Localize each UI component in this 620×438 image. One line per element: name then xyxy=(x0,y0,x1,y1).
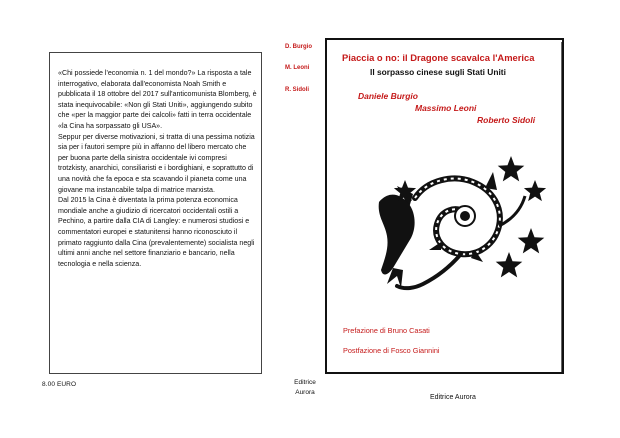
front-author-1: Daniele Burgio xyxy=(358,91,418,101)
back-cover-blurb xyxy=(58,68,258,269)
blurb-paragraph-2: Seppur per diverse motivazioni, si tratta di una pessima notizia sia per i fautori sempre più in affanno del libero mercato che per buona parte della sinistra occidentale ivi compresi trotzkisty, anarchici, consiliaristi e i bordighiani, e soprattutto di una novità che fa epoca e sta scavando il pianeta come una giovane ma instancabile talpa di matrice marxista. xyxy=(58,132,255,194)
star-icon xyxy=(496,252,523,277)
spine-author-2: M. Leoni xyxy=(285,65,310,71)
eagle-figure xyxy=(379,195,415,288)
star-icon xyxy=(498,156,525,181)
book-subtitle: Il sorpasso cinese sugli Stati Uniti xyxy=(370,67,506,77)
star-icon xyxy=(518,228,545,253)
postface-credit: Postfazione di Fosco Giannini xyxy=(343,346,440,355)
spine-author-1: D. Burgio xyxy=(285,44,312,50)
front-author-3: Roberto Sidoli xyxy=(477,115,536,125)
preface-credit: Prefazione di Bruno Casati xyxy=(343,326,430,335)
book-title: Piaccia o no: il Dragone scavalca l'America xyxy=(342,52,535,63)
spine-publisher-line-2: Aurora xyxy=(295,389,315,396)
blurb-paragraph-3: Dal 2015 la Cina è diventata la prima potenza economica mondiale anche a giudizio di ricercatori occidentali ostili a Pechino, a partire dalla CIA di Langley: e numerosi studiosi e commentatori europei e statunitensi hanno riconosciuto il primato raggiunto dalla Cina (prevalentemente) socialista negli ultimi anni anche nel settore finanziario e bancario, nella tecnologia e nella scienza. xyxy=(58,196,255,268)
price-label: 8.00 EURO xyxy=(42,381,77,388)
front-publisher: Editrice Aurora xyxy=(430,394,476,401)
spine-publisher-line-1: Editrice xyxy=(294,379,316,386)
dragon-and-stars-illustration xyxy=(375,150,555,298)
spine-author-3: R. Sidoli xyxy=(285,87,309,93)
blurb-paragraph-1: «Chi possiede l'economia n. 1 del mondo?» La risposta a tale interrogativo, elaborata dall'economista Noah Smith e pubblicata il 18 ottobre del 2017 sull'anticomunista Blomberg, è stata inequivocabile: «Non gli Stati Uniti», aggiungendo subito che «per la maggior parte dei calcoli» fatti in terra occidentale «la Cina ha sorpassato gli USA». xyxy=(58,69,257,130)
star-icon xyxy=(524,180,546,201)
front-author-2: Massimo Leoni xyxy=(415,103,477,113)
spine-publisher xyxy=(290,378,320,398)
